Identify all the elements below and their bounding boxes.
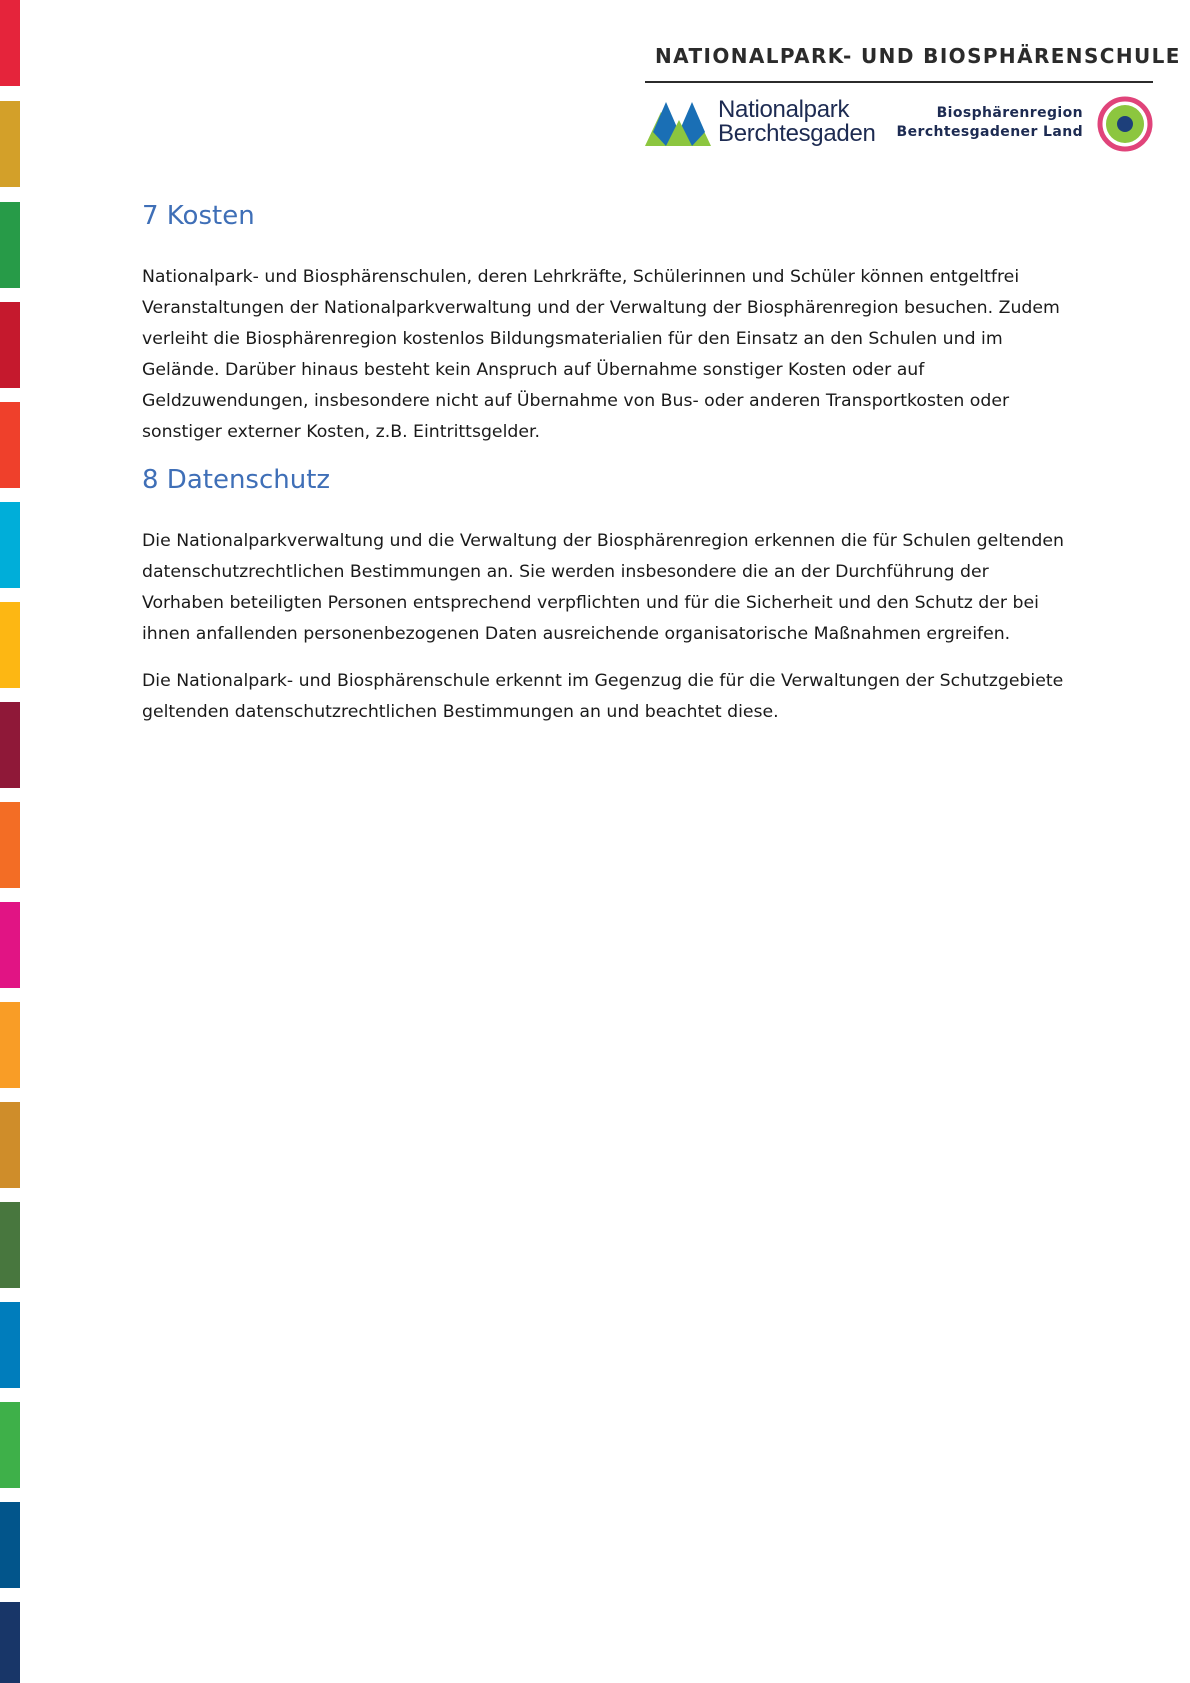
sdg-color-stripe: [0, 0, 20, 1683]
stripe-segment: [0, 202, 20, 288]
nationalpark-logo: [645, 96, 890, 156]
section-kosten: [142, 196, 1072, 448]
biosphaerenregion-logo-line1: Biosphärenregion: [936, 105, 1083, 121]
stripe-segment: [0, 902, 20, 988]
paragraph: Nationalpark- und Biosphärenschulen, deren Lehrkräfte, Schülerinnen und Schüler können entgeltfrei Veranstaltungen der Nationalparkverwaltung und der Verwaltung der Biosphärenregion besuchen. Zudem verleiht die Biosphärenregion kostenlos Bildungsmaterialien für den Einsatz an den Schulen und im Gelände. Darüber hinaus besteht kein Anspruch auf Übernahme sonstiger Kosten oder auf Geldzuwendungen, insbesondere nicht auf Übernahme von Bus- oder anderen Transportkosten oder sonstiger externer Kosten, z.B. Eintrittsgelder.: [142, 267, 1060, 442]
stripe-segment: [0, 1302, 20, 1388]
paragraph: Die Nationalparkverwaltung und die Verwaltung der Biosphärenregion erkennen die für Schulen geltenden datenschutzrechtlichen Bestimmungen an. Sie werden insbesondere die an der Durchführung der Vorhaben beteiligten Personen entsprechend verpflichten und für die Sicherheit und den Schutz der bei ihnen anfallenden personenbezogenen Daten ausreichende organisatorische Maßnahmen ergreifen.: [142, 531, 1064, 644]
stripe-segment: [0, 302, 20, 388]
header-divider: [645, 81, 1153, 83]
stripe-segment: [0, 702, 20, 788]
stripe-segment: [0, 1102, 20, 1188]
mountain-logo-icon: [645, 102, 713, 146]
page-header: [645, 40, 1181, 160]
stripe-segment: [0, 1602, 20, 1683]
section-heading: 7 Kosten: [142, 201, 255, 231]
biosphaerenregion-logo-icon: [1097, 96, 1153, 152]
stripe-segment: [0, 1502, 20, 1588]
nationalpark-logo-line2: Berchtesgaden: [718, 120, 876, 147]
stripe-segment: [0, 502, 20, 588]
biosphaerenregion-logo-line2: Berchtesgadener Land: [896, 124, 1083, 140]
document-body: [142, 196, 1072, 728]
nationalpark-logo-text: [718, 98, 876, 146]
paragraph: Die Nationalpark- und Biosphärenschule erkennt im Gegenzug die für die Verwaltungen der Schutzgebiete geltenden datenschutzrechtlichen Bestimmungen an und beachtet diese.: [142, 671, 1064, 722]
section-datenschutz: [142, 460, 1072, 728]
biosphaerenregion-logo-text: [897, 104, 1083, 142]
nationalpark-logo-line1: Nationalpark: [718, 96, 850, 123]
stripe-segment: [0, 602, 20, 688]
stripe-segment: [0, 1402, 20, 1488]
stripe-segment: [0, 0, 20, 86]
stripe-segment: [0, 101, 20, 187]
stripe-segment: [0, 1002, 20, 1088]
stripe-segment: [0, 802, 20, 888]
school-title: NATIONALPARK- UND BIOSPHÄRENSCHULE: [655, 44, 1181, 68]
stripe-segment: [0, 1202, 20, 1288]
section-heading: 8 Datenschutz: [142, 465, 331, 495]
stripe-segment: [0, 402, 20, 488]
